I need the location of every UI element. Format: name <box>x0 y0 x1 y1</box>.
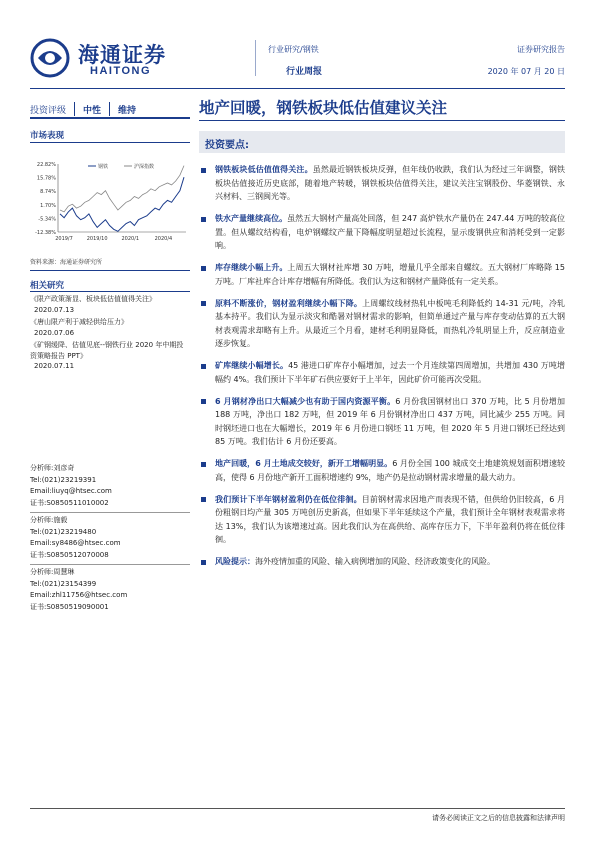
analyst-divider <box>30 512 190 513</box>
bullet-square-icon <box>201 462 206 467</box>
legend-label: 钢铁 <box>98 164 109 170</box>
analyst-tel: Tel:(021)23219480 <box>30 527 97 536</box>
bullet-heading: 我们预计下半年钢材盈利仍在低位徘徊。 <box>215 494 362 504</box>
bullet-heading: 6 月钢材净出口大幅减少也有助于国内资源平衡。 <box>215 396 396 406</box>
bullet-heading: 矿库继续小幅增长。 <box>215 361 289 370</box>
bullet-body: 上周螺纹线材热轧中板吨毛利降低约 14-31 元/吨，冷轧基本持平。我们认为显示淡灾和酷暑对钢材需求的影响，但简单通过产量与库存变动估算的五大钢材表观需求却略有上升。从最近三个月看，建材毛利明显降低，而热轧冷轧明显上升，反应制造业逐步恢复。 <box>215 298 565 348</box>
x-tick-label: 2020/4 <box>154 236 173 242</box>
analyst-cert: 证书:S0850519090001 <box>30 602 109 611</box>
bullet-square-icon <box>201 266 206 271</box>
section-rule <box>30 270 190 271</box>
report-type: 证券研究报告 <box>517 45 565 54</box>
bullet-body: 虽然最近钢铁板块反弹，但年线仍收跌，我们认为经过三年调整，钢铁板块估值接近历史底部，随着地产转暖，钢铁板块估值得关注，建议关注宝钢股份、华菱钢铁、永兴材料、三钢闽光等。 <box>215 165 566 201</box>
related-research-list <box>30 294 190 374</box>
related-item-title[interactable]: 《唐山限产利于减轻供给压力》 <box>30 318 128 326</box>
haitong-logo <box>30 38 190 80</box>
header-rule <box>30 88 565 89</box>
series-line-index <box>60 166 184 212</box>
highlight-bullet <box>199 163 565 204</box>
bullet-heading: 地产回暖，6 月土地成交较好，新开工增幅明显。 <box>215 459 393 468</box>
footer-rule <box>30 808 565 809</box>
highlight-bullet <box>199 212 565 253</box>
bullet-body: 6 月份全国 100 城成交土地建筑规划面积增速较高，使得 6 月份地产新开工面积增速约 9%，地产仍是拉动钢材需求增量的最大动力。 <box>215 459 565 482</box>
investment-highlights-heading: 投资要点: <box>205 140 249 151</box>
bullet-heading: 风险提示： <box>215 557 255 566</box>
highlight-bullet <box>199 359 565 386</box>
related-item-date: 2020.07.13 <box>34 305 75 314</box>
bullet-body: 6 月份我国钢材出口 370 万吨，比 5 月份增加 188 万吨，净出口 182 万吨，但 2019 年 6 月份钢材净出口 437 万吨，同比减少 255 万吨。同时钢坯进口也在大幅增长，2019 年 6 月份进口钢坯 11 万吨，但 2020 年 5 月进口钢坯已经达到 85 万吨。我们估计 6 月份还要高。 <box>215 396 565 446</box>
bullet-heading: 钢铁板块低估值值得关注。 <box>215 165 313 174</box>
bullet-heading: 库存继续小幅上升。 <box>215 263 288 272</box>
bullet-body: 上周五大钢材社库增 30 万吨，增量几乎全部来自螺纹。五大钢材厂库略降 15 万吨。厂库社库合计库存增幅有所降低。我们认为这和钢材产量降低有一定关系。 <box>215 263 565 286</box>
highlight-bullet <box>199 395 565 449</box>
series-line-steel <box>60 177 184 231</box>
analyst-block <box>30 515 190 561</box>
bullet-body: 45 港进口矿库存小幅增加，过去一个月连续第四周增加，共增加 430 万吨增幅约 4%。我们预计下半年矿石供应要好于上半年，因此矿价可能再次受阻。 <box>215 361 566 384</box>
bullet-square-icon <box>201 168 206 173</box>
bullet-heading: 原料不断涨价，钢材盈利继续小幅下降。 <box>215 298 363 308</box>
investment-highlights-list <box>199 163 565 577</box>
related-item-date: 2020.07.06 <box>34 328 75 337</box>
analyst-cert: 证书:S0850511010002 <box>30 498 109 507</box>
related-item-date: 2020.07.11 <box>34 362 75 370</box>
analyst-block <box>30 567 190 613</box>
analyst-name: 分析师:周慧琳 <box>30 568 75 576</box>
rating-label: 投资评级 <box>30 105 67 116</box>
bullet-heading: 铁水产量继续高位。 <box>215 214 288 223</box>
market-performance-heading: 市场表现 <box>30 131 65 141</box>
rating-separator <box>74 102 75 116</box>
rating-value: 中性 <box>83 105 102 116</box>
related-research-heading: 相关研究 <box>30 281 65 291</box>
analyst-contacts <box>30 463 190 613</box>
y-tick-label: 15.78% <box>36 175 56 182</box>
investment-rating <box>30 101 190 119</box>
bullet-square-icon <box>201 364 206 369</box>
section-rule <box>30 291 190 292</box>
report-category: 行业研究/钢铁 <box>268 45 319 54</box>
analyst-tel: Tel:(021)23154399 <box>30 579 97 588</box>
y-tick-label: 1.70% <box>40 202 56 209</box>
x-tick-label: 2019/7 <box>55 236 73 242</box>
legend-label: 沪深指数 <box>134 164 155 170</box>
analyst-name: 分析师:施毅 <box>30 516 68 524</box>
analyst-cert: 证书:S0850512070008 <box>30 550 109 559</box>
analyst-divider <box>30 564 190 565</box>
chart-source: 资料来源：海通证券研究所 <box>30 259 103 266</box>
bullet-body: 海外疫情加重的风险、输入病例增加的风险、经济政策变化的风险。 <box>255 557 495 566</box>
related-item-title[interactable]: 《矿钢缓降、估值见底--钢铁行业 2020 年中期投资策略报告 PPT》 <box>30 341 184 360</box>
analyst-block <box>30 463 190 509</box>
report-title: 地产回暖，钢铁板块低估值建议关注 <box>199 99 448 117</box>
analyst-name: 分析师:刘彦奇 <box>30 464 75 472</box>
bullet-square-icon <box>201 399 206 404</box>
y-tick-label: -5.34% <box>38 216 56 223</box>
haitong-logo-icon <box>30 38 70 78</box>
related-item-title[interactable]: 《限产政策渐显、板块低估值值得关注》 <box>30 295 156 303</box>
rating-separator <box>109 102 110 116</box>
highlight-bullet <box>199 457 565 484</box>
disclaimer-footer: 请务必阅读正文之后的信息披露和法律声明 <box>432 814 565 822</box>
title-rule <box>199 120 565 121</box>
bullet-body: 目前钢材需求因地产而表现不错，但供给仍旧较高，6 月份粗钢日均产量 305 万吨创历史新高，但如果下半年延续这个产量，我们预计全年钢材表观需求将达 13%，我们认为该增速过高。因此我们认为在高供给、高库存压力下，下半年盈利仍将在低位徘徊。 <box>215 494 565 544</box>
analyst-email[interactable]: Email:liuyq@htsec.com <box>30 487 112 495</box>
section-rule <box>30 142 190 143</box>
analyst-tel: Tel:(021)23219391 <box>30 475 97 484</box>
highlight-bullet <box>199 297 565 351</box>
bullet-square-icon <box>201 217 206 222</box>
header-divider <box>255 40 256 76</box>
y-tick-label: 8.74% <box>40 189 56 196</box>
highlight-bullet <box>199 555 565 569</box>
highlight-bullet <box>199 493 565 547</box>
analyst-email[interactable]: Email:sy8486@htsec.com <box>30 539 121 547</box>
bullet-body: 虽然五大钢材产量高处回落，但 247 高炉铁水产量仍在 247.44 万吨的较高位置。但从螺纹结构看，电炉钢螺纹产量下降幅度明显超过长流程，显示废钢供应和消耗受到一定影响。 <box>215 214 566 250</box>
report-date: 2020 年 07 月 20 日 <box>487 67 565 76</box>
logo-english-name: HAITONG <box>90 65 152 77</box>
market-performance-chart <box>30 160 190 242</box>
bullet-square-icon <box>201 497 206 502</box>
highlight-bullet <box>199 261 565 288</box>
logo-chinese-name: 海通证券 <box>78 42 166 67</box>
x-tick-label: 2020/1 <box>121 236 140 242</box>
rating-action: 维持 <box>118 105 137 116</box>
x-tick-label: 2019/10 <box>86 236 108 242</box>
bullet-square-icon <box>201 301 206 306</box>
y-tick-label: 22.82% <box>36 162 56 168</box>
y-tick-label: -12.38% <box>35 230 56 236</box>
report-series: 行业周报 <box>286 67 323 77</box>
bullet-square-icon <box>201 560 206 565</box>
investment-highlights-banner <box>199 131 565 153</box>
analyst-email[interactable]: Email:zhl11756@htsec.com <box>30 591 128 599</box>
